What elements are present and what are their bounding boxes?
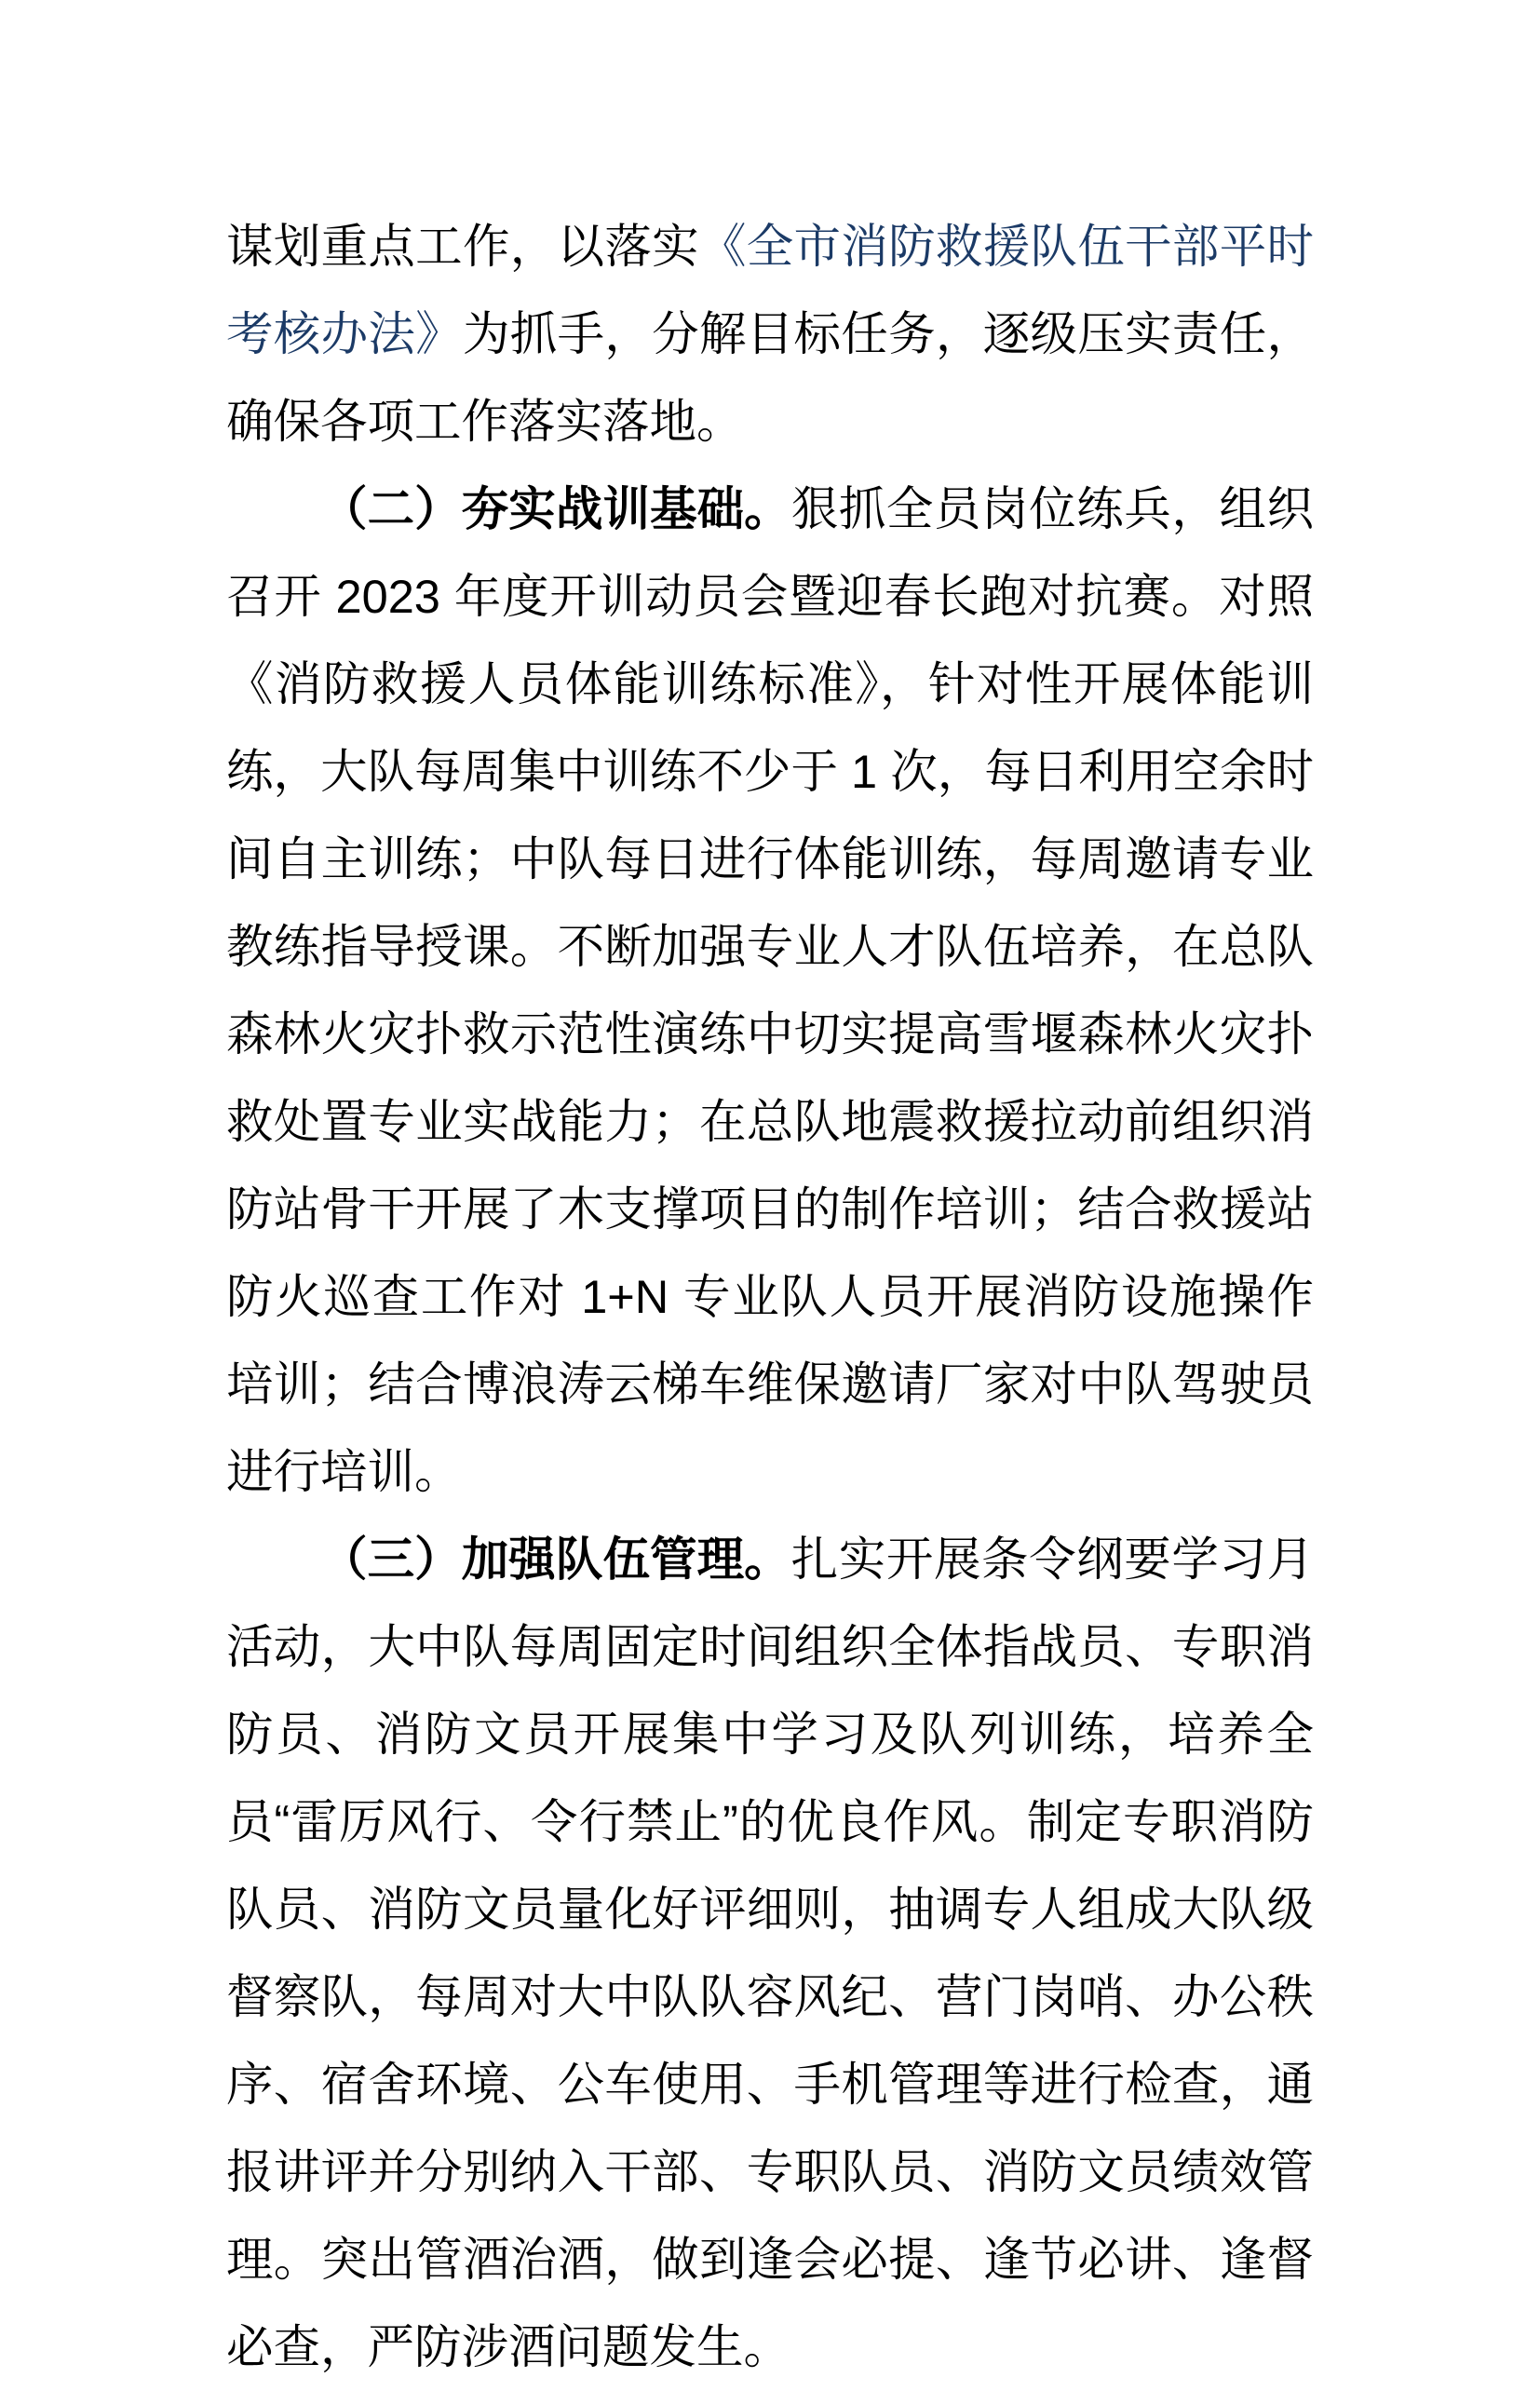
section-heading-three: （三）加强队伍管理。 [320,1533,791,1586]
section-heading-two: （二）夯实战训基础。 [320,482,791,535]
paragraph-section-two [226,466,1314,1516]
paragraph-section-three [226,1516,1314,2391]
section-two-body: 狠抓全员岗位练兵，组织召开 2023 年度开训动员会暨迎春长跑对抗赛。对照《消防救援人员体能训练标准》，针对性开展体能训练，大队每周集中训练不少于 1 次，每日利用空余时间自主训练；中队每日进行体能训练，每周邀请专业教练指导授课。不断加强专业人才队伍培养，在总队森林火灾扑救示范性演练中切实提高雪堰森林火灾扑救处置专业实战能力；在总队地震救援拉动前组织消防站骨干开展了木支撑项目的制作培训；结合救援站防火巡查工作对 1+N 专业队人员开展消防设施操作培训；结合博浪涛云梯车维保邀请厂家对中队驾驶员进行培训。 [226,482,1314,1498]
document-body [226,203,1314,2391]
policy-title-reference: 《全市消防救援队伍干部平时考核办法》 [226,220,1315,360]
paragraph-continuation [226,203,1314,466]
paragraph-text-normal-2: 为抓手，分解目标任务，逐级压实责任，确保各项工作落实落地。 [226,307,1315,448]
paragraph-text-normal-1: 谋划重点工作，以落实 [226,220,699,273]
section-three-body: 扎实开展条令纲要学习月活动，大中队每周固定时间组织全体指战员、专职消防员、消防文员开展集中学习及队列训练，培养全员“雷厉风行、令行禁止”的优良作风。制定专职消防队员、消防文员量化好评细则，抽调专人组成大队级督察队，每周对大中队队容风纪、营门岗哨、办公秩序、宿舍环境、公车使用、手机管理等进行检查，通报讲评并分别纳入干部、专职队员、消防文员绩效管理。突出管酒治酒，做到逢会必提、逢节必讲、逢督必查，严防涉酒问题发生。 [226,1533,1314,2373]
